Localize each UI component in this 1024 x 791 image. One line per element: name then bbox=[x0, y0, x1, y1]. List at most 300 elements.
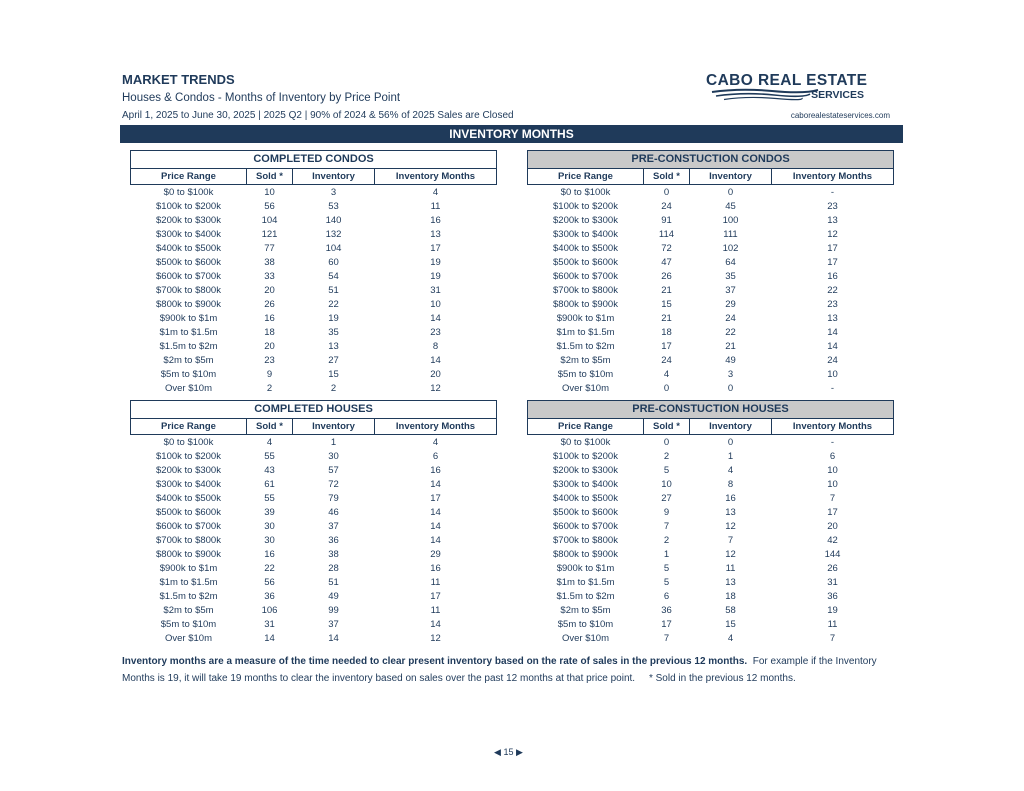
table-cell: 20 bbox=[827, 520, 838, 532]
table-cell: 4 bbox=[727, 464, 734, 476]
table-cell: 42 bbox=[827, 534, 838, 546]
table-cell: 100 bbox=[722, 214, 739, 226]
table-cell: 16 bbox=[264, 312, 275, 324]
table-cell: 26 bbox=[827, 562, 838, 574]
table-cell: $100k to $200k bbox=[553, 450, 618, 462]
table-cell: 16 bbox=[430, 214, 441, 226]
table-cell: $200k to $300k bbox=[156, 464, 221, 476]
table-cell: 14 bbox=[827, 340, 838, 352]
table-cell: 19 bbox=[430, 256, 441, 268]
table-cell: 23 bbox=[827, 298, 838, 310]
table-cell: $1m to $1.5m bbox=[159, 326, 218, 338]
table-cell: 10 bbox=[661, 478, 672, 490]
table-cell: 4 bbox=[432, 186, 439, 198]
table-cell: $0 to $100k bbox=[163, 186, 214, 198]
table-cell: 4 bbox=[727, 632, 734, 644]
table-cell: 55 bbox=[264, 450, 275, 462]
table-cell: 1 bbox=[727, 450, 734, 462]
next-page-icon[interactable]: ▶ bbox=[515, 747, 523, 757]
table-cell: 72 bbox=[328, 478, 339, 490]
table-cell: 14 bbox=[430, 354, 441, 366]
table-cell: 18 bbox=[661, 326, 672, 338]
table-cell: 99 bbox=[328, 604, 339, 616]
table-cell: - bbox=[830, 436, 835, 448]
table-row bbox=[528, 199, 894, 213]
table-row bbox=[528, 477, 894, 491]
table-cell: $500k to $600k bbox=[553, 256, 618, 268]
table-cell: 39 bbox=[264, 506, 275, 518]
table-cell: 16 bbox=[430, 464, 441, 476]
table-cell: 58 bbox=[725, 604, 736, 616]
column-header: Sold * bbox=[644, 419, 690, 435]
preconstruction-houses-table bbox=[527, 400, 894, 645]
table-row bbox=[131, 519, 497, 533]
table-cell: $5m to $10m bbox=[160, 368, 217, 380]
table-cell: 13 bbox=[430, 228, 441, 240]
table-cell: 29 bbox=[725, 298, 736, 310]
logo-subtext: SERVICES bbox=[811, 89, 864, 101]
table-row bbox=[131, 463, 497, 477]
table-cell: 1 bbox=[330, 436, 337, 448]
table-cell: 6 bbox=[663, 590, 670, 602]
table-cell: 140 bbox=[325, 214, 342, 226]
table-cell: $900k to $1m bbox=[159, 312, 218, 324]
table-cell: 11 bbox=[430, 604, 441, 616]
table-cell: 19 bbox=[827, 604, 838, 616]
column-header: Inventory bbox=[690, 419, 772, 435]
table-cell: 17 bbox=[827, 242, 838, 254]
table-cell: 38 bbox=[264, 256, 275, 268]
table-row bbox=[528, 491, 894, 505]
page-number: 15 bbox=[503, 747, 514, 757]
table-cell: 0 bbox=[727, 382, 734, 394]
table-row bbox=[528, 185, 894, 200]
table-row bbox=[131, 227, 497, 241]
table-cell: 5 bbox=[663, 464, 670, 476]
table-cell: 2 bbox=[330, 382, 337, 394]
table-cell: 2 bbox=[266, 382, 273, 394]
table-cell: 102 bbox=[722, 242, 739, 254]
table-cell: $2m to $5m bbox=[163, 354, 214, 366]
table-cell: 7 bbox=[663, 520, 670, 532]
table-cell: 19 bbox=[328, 312, 339, 324]
table-cell: $900k to $1m bbox=[556, 562, 615, 574]
table-cell: 46 bbox=[328, 506, 339, 518]
table-cell: 30 bbox=[264, 520, 275, 532]
table-cell: $1m to $1.5m bbox=[159, 576, 218, 588]
table-cell: 17 bbox=[661, 618, 672, 630]
table-cell: $200k to $300k bbox=[553, 464, 618, 476]
table-row bbox=[528, 449, 894, 463]
table-cell: 29 bbox=[430, 548, 441, 560]
logo-text: CABO REAL ESTATE bbox=[706, 72, 868, 89]
table-cell: 12 bbox=[827, 228, 838, 240]
table-cell: 64 bbox=[725, 256, 736, 268]
table-cell: 17 bbox=[430, 242, 441, 254]
table-cell: 14 bbox=[827, 326, 838, 338]
table-cell: Over $10m bbox=[562, 382, 609, 394]
table-row bbox=[131, 491, 497, 505]
column-header: Inventory Months bbox=[772, 419, 894, 435]
table-cell: 21 bbox=[725, 340, 736, 352]
table-cell: 14 bbox=[430, 478, 441, 490]
table-cell: 20 bbox=[264, 284, 275, 296]
table-cell: 17 bbox=[827, 506, 838, 518]
table-cell: 31 bbox=[264, 618, 275, 630]
table-cell: $5m to $10m bbox=[557, 368, 614, 380]
table-cell: 6 bbox=[829, 450, 836, 462]
table-row bbox=[131, 547, 497, 561]
table-title: PRE-CONSTUCTION CONDOS bbox=[528, 151, 894, 169]
table-cell: $2m to $5m bbox=[560, 604, 611, 616]
table-cell: 79 bbox=[328, 492, 339, 504]
table-row bbox=[528, 241, 894, 255]
table-row bbox=[131, 269, 497, 283]
table-cell: 14 bbox=[328, 632, 339, 644]
table-cell: $1m to $1.5m bbox=[556, 576, 615, 588]
table-cell: 11 bbox=[827, 618, 838, 630]
completed-houses-table bbox=[130, 400, 497, 645]
table-cell: 16 bbox=[827, 270, 838, 282]
table-cell: 12 bbox=[725, 548, 736, 560]
table-cell: 106 bbox=[261, 604, 278, 616]
table-row bbox=[528, 561, 894, 575]
table-cell: 14 bbox=[430, 534, 441, 546]
table-row bbox=[131, 477, 497, 491]
table-cell: 33 bbox=[264, 270, 275, 282]
table-cell: 9 bbox=[266, 368, 273, 380]
table-cell: 56 bbox=[264, 200, 275, 212]
table-cell: $5m to $10m bbox=[160, 618, 217, 630]
company-logo bbox=[706, 73, 866, 105]
table-row bbox=[131, 339, 497, 353]
column-header: Inventory Months bbox=[772, 169, 894, 185]
table-cell: Over $10m bbox=[165, 632, 212, 644]
table-cell: $1.5m to $2m bbox=[556, 590, 615, 602]
table-row bbox=[131, 631, 497, 645]
table-cell: - bbox=[830, 186, 835, 198]
table-cell: 17 bbox=[430, 492, 441, 504]
table-cell: $5m to $10m bbox=[557, 618, 614, 630]
table-cell: 15 bbox=[328, 368, 339, 380]
table-row bbox=[528, 631, 894, 645]
table-cell: 20 bbox=[264, 340, 275, 352]
table-cell: 19 bbox=[430, 270, 441, 282]
table-cell: 8 bbox=[727, 478, 734, 490]
table-row bbox=[131, 505, 497, 519]
table-cell: 47 bbox=[661, 256, 672, 268]
table-row bbox=[528, 269, 894, 283]
table-cell: 3 bbox=[330, 186, 337, 198]
column-header: Inventory bbox=[690, 169, 772, 185]
table-cell: 28 bbox=[328, 562, 339, 574]
table-cell: 2 bbox=[663, 534, 670, 546]
table-cell: 45 bbox=[725, 200, 736, 212]
table-cell: $600k to $700k bbox=[553, 270, 618, 282]
table-row bbox=[131, 367, 497, 381]
table-cell: 9 bbox=[663, 506, 670, 518]
table-cell: 54 bbox=[328, 270, 339, 282]
table-cell: 0 bbox=[663, 186, 670, 198]
table-cell: 23 bbox=[430, 326, 441, 338]
table-cell: 13 bbox=[725, 576, 736, 588]
table-cell: 0 bbox=[663, 382, 670, 394]
report-subtitle: Houses & Condos - Months of Inventory by Price Point bbox=[122, 92, 401, 104]
table-cell: 114 bbox=[658, 228, 675, 240]
table-cell: 14 bbox=[430, 312, 441, 324]
wave-logo-icon bbox=[710, 87, 820, 101]
table-cell: 49 bbox=[328, 590, 339, 602]
column-header: Sold * bbox=[247, 419, 293, 435]
table-cell: 36 bbox=[661, 604, 672, 616]
table-cell: 10 bbox=[827, 478, 838, 490]
table-row bbox=[131, 255, 497, 269]
table-cell: 60 bbox=[328, 256, 339, 268]
table-cell: 7 bbox=[829, 492, 836, 504]
table-cell: $2m to $5m bbox=[560, 354, 611, 366]
table-row bbox=[528, 297, 894, 311]
table-cell: $0 to $100k bbox=[163, 436, 214, 448]
column-header: Inventory Months bbox=[375, 169, 497, 185]
table-title: COMPLETED CONDOS bbox=[131, 151, 497, 169]
table-cell: 11 bbox=[430, 200, 441, 212]
column-header: Price Range bbox=[528, 419, 644, 435]
table-cell: 36 bbox=[264, 590, 275, 602]
table-cell: Over $10m bbox=[562, 632, 609, 644]
table-row bbox=[131, 213, 497, 227]
table-cell: $800k to $900k bbox=[553, 298, 618, 310]
table-cell: 111 bbox=[723, 228, 738, 240]
table-row bbox=[528, 463, 894, 477]
table-cell: 132 bbox=[325, 228, 342, 240]
footnote-sold-note: * Sold in the previous 12 months. bbox=[648, 673, 796, 684]
table-cell: 10 bbox=[827, 464, 838, 476]
table-cell: $100k to $200k bbox=[553, 200, 618, 212]
table-cell: 24 bbox=[725, 312, 736, 324]
table-row bbox=[528, 505, 894, 519]
table-cell: 53 bbox=[328, 200, 339, 212]
table-row bbox=[131, 353, 497, 367]
table-row bbox=[528, 617, 894, 631]
table-cell: 22 bbox=[827, 284, 838, 296]
table-cell: 12 bbox=[430, 382, 441, 394]
table-row bbox=[528, 227, 894, 241]
table-cell: $300k to $400k bbox=[156, 478, 221, 490]
section-banner: INVENTORY MONTHS bbox=[120, 125, 903, 143]
table-row bbox=[131, 241, 497, 255]
table-cell: 11 bbox=[430, 576, 441, 588]
table-cell: 37 bbox=[725, 284, 736, 296]
table-cell: 1 bbox=[663, 548, 670, 560]
table-cell: 37 bbox=[328, 520, 339, 532]
table-title: COMPLETED HOUSES bbox=[131, 401, 497, 419]
table-cell: $900k to $1m bbox=[556, 312, 615, 324]
table-cell: 10 bbox=[264, 186, 275, 198]
table-cell: 104 bbox=[325, 242, 342, 254]
table-cell: $300k to $400k bbox=[553, 228, 618, 240]
table-cell: 144 bbox=[824, 548, 841, 560]
table-row bbox=[528, 283, 894, 297]
table-cell: $1.5m to $2m bbox=[159, 590, 218, 602]
table-cell: 91 bbox=[661, 214, 672, 226]
table-cell: 36 bbox=[328, 534, 339, 546]
table-cell: 0 bbox=[727, 436, 734, 448]
table-cell: $400k to $500k bbox=[156, 242, 221, 254]
table-row bbox=[131, 449, 497, 463]
table-cell: 4 bbox=[432, 436, 439, 448]
table-cell: 37 bbox=[328, 618, 339, 630]
table-cell: 27 bbox=[328, 354, 339, 366]
table-cell: $100k to $200k bbox=[156, 200, 221, 212]
website-link[interactable]: caborealestateservices.com bbox=[790, 111, 890, 120]
table-cell: 36 bbox=[827, 590, 838, 602]
table-cell: $800k to $900k bbox=[553, 548, 618, 560]
table-row bbox=[131, 297, 497, 311]
table-cell: 11 bbox=[725, 562, 736, 574]
table-row bbox=[528, 435, 894, 450]
table-cell: 14 bbox=[264, 632, 275, 644]
table-cell: 72 bbox=[661, 242, 672, 254]
table-cell: 57 bbox=[328, 464, 339, 476]
table-row bbox=[528, 589, 894, 603]
table-cell: 5 bbox=[663, 562, 670, 574]
table-cell: 104 bbox=[261, 214, 278, 226]
table-cell: 13 bbox=[328, 340, 339, 352]
table-cell: $800k to $900k bbox=[156, 548, 221, 560]
table-cell: $600k to $700k bbox=[156, 520, 221, 532]
table-cell: 14 bbox=[430, 506, 441, 518]
table-cell: 7 bbox=[727, 534, 734, 546]
table-cell: $800k to $900k bbox=[156, 298, 221, 310]
preconstruction-condos-table bbox=[527, 150, 894, 395]
table-cell: 3 bbox=[727, 368, 734, 380]
table-row bbox=[528, 311, 894, 325]
table-row bbox=[131, 185, 497, 200]
table-cell: $700k to $800k bbox=[553, 534, 618, 546]
table-cell: 15 bbox=[725, 618, 736, 630]
table-cell: 56 bbox=[264, 576, 275, 588]
table-row bbox=[131, 381, 497, 395]
table-cell: $2m to $5m bbox=[163, 604, 214, 616]
table-cell: 21 bbox=[661, 284, 672, 296]
table-row bbox=[131, 311, 497, 325]
table-cell: 51 bbox=[328, 284, 339, 296]
table-cell: 43 bbox=[264, 464, 275, 476]
footnote bbox=[122, 653, 912, 687]
table-cell: $500k to $600k bbox=[156, 256, 221, 268]
table-cell: 14 bbox=[430, 618, 441, 630]
table-cell: 22 bbox=[264, 562, 275, 574]
table-row bbox=[528, 547, 894, 561]
table-cell: 51 bbox=[328, 576, 339, 588]
table-cell: 18 bbox=[725, 590, 736, 602]
table-cell: 31 bbox=[827, 576, 838, 588]
table-cell: 13 bbox=[827, 312, 838, 324]
table-cell: $600k to $700k bbox=[156, 270, 221, 282]
table-cell: 26 bbox=[264, 298, 275, 310]
table-cell: 16 bbox=[430, 562, 441, 574]
table-row bbox=[131, 325, 497, 339]
table-cell: 4 bbox=[266, 436, 273, 448]
table-cell: $900k to $1m bbox=[159, 562, 218, 574]
page-navigation bbox=[494, 747, 523, 758]
table-cell: 13 bbox=[827, 214, 838, 226]
table-cell: 5 bbox=[663, 576, 670, 588]
table-cell: 7 bbox=[663, 632, 670, 644]
table-cell: 4 bbox=[663, 368, 670, 380]
table-cell: 13 bbox=[725, 506, 736, 518]
table-row bbox=[131, 589, 497, 603]
table-cell: Over $10m bbox=[165, 382, 212, 394]
table-cell: $500k to $600k bbox=[156, 506, 221, 518]
table-cell: 12 bbox=[725, 520, 736, 532]
table-row bbox=[528, 533, 894, 547]
table-cell: 30 bbox=[328, 450, 339, 462]
table-cell: $0 to $100k bbox=[560, 436, 611, 448]
table-cell: 10 bbox=[827, 368, 838, 380]
table-row bbox=[528, 339, 894, 353]
table-cell: 0 bbox=[727, 186, 734, 198]
column-header: Price Range bbox=[131, 169, 247, 185]
table-row bbox=[528, 381, 894, 395]
table-cell: 7 bbox=[829, 632, 836, 644]
table-title: PRE-CONSTUCTION HOUSES bbox=[528, 401, 894, 419]
table-row bbox=[528, 519, 894, 533]
table-cell: $1m to $1.5m bbox=[556, 326, 615, 338]
table-cell: 121 bbox=[261, 228, 278, 240]
table-cell: 17 bbox=[430, 590, 441, 602]
table-cell: $400k to $500k bbox=[553, 492, 618, 504]
column-header: Sold * bbox=[644, 169, 690, 185]
table-cell: 17 bbox=[827, 256, 838, 268]
table-cell: $0 to $100k bbox=[560, 186, 611, 198]
table-cell: $400k to $500k bbox=[156, 492, 221, 504]
table-cell: 22 bbox=[328, 298, 339, 310]
table-row bbox=[131, 199, 497, 213]
table-row bbox=[131, 561, 497, 575]
table-cell: $1.5m to $2m bbox=[159, 340, 218, 352]
table-row bbox=[528, 575, 894, 589]
table-row bbox=[131, 283, 497, 297]
table-cell: 21 bbox=[661, 312, 672, 324]
table-cell: 35 bbox=[725, 270, 736, 282]
table-cell: 24 bbox=[827, 354, 838, 366]
table-cell: 18 bbox=[264, 326, 275, 338]
table-cell: 61 bbox=[264, 478, 275, 490]
table-cell: 17 bbox=[661, 340, 672, 352]
previous-page-icon[interactable]: ◀ bbox=[494, 747, 501, 757]
table-cell: $400k to $500k bbox=[553, 242, 618, 254]
table-cell: 14 bbox=[430, 520, 441, 532]
table-cell: 22 bbox=[725, 326, 736, 338]
table-cell: $100k to $200k bbox=[156, 450, 221, 462]
table-cell: 77 bbox=[264, 242, 275, 254]
report-title: MARKET TRENDS bbox=[122, 72, 235, 87]
table-cell: $1.5m to $2m bbox=[556, 340, 615, 352]
column-header: Inventory Months bbox=[375, 419, 497, 435]
table-row bbox=[131, 435, 497, 450]
report-period: April 1, 2025 to June 30, 2025 | 2025 Q2 | 90% of 2024 & 56% of 2025 Sales are Closed bbox=[122, 110, 514, 121]
table-cell: - bbox=[830, 382, 835, 394]
table-cell: $700k to $800k bbox=[156, 284, 221, 296]
table-row bbox=[528, 213, 894, 227]
column-header: Inventory bbox=[293, 419, 375, 435]
table-row bbox=[131, 603, 497, 617]
column-header: Price Range bbox=[528, 169, 644, 185]
table-cell: $200k to $300k bbox=[553, 214, 618, 226]
column-header: Sold * bbox=[247, 169, 293, 185]
table-cell: 23 bbox=[264, 354, 275, 366]
